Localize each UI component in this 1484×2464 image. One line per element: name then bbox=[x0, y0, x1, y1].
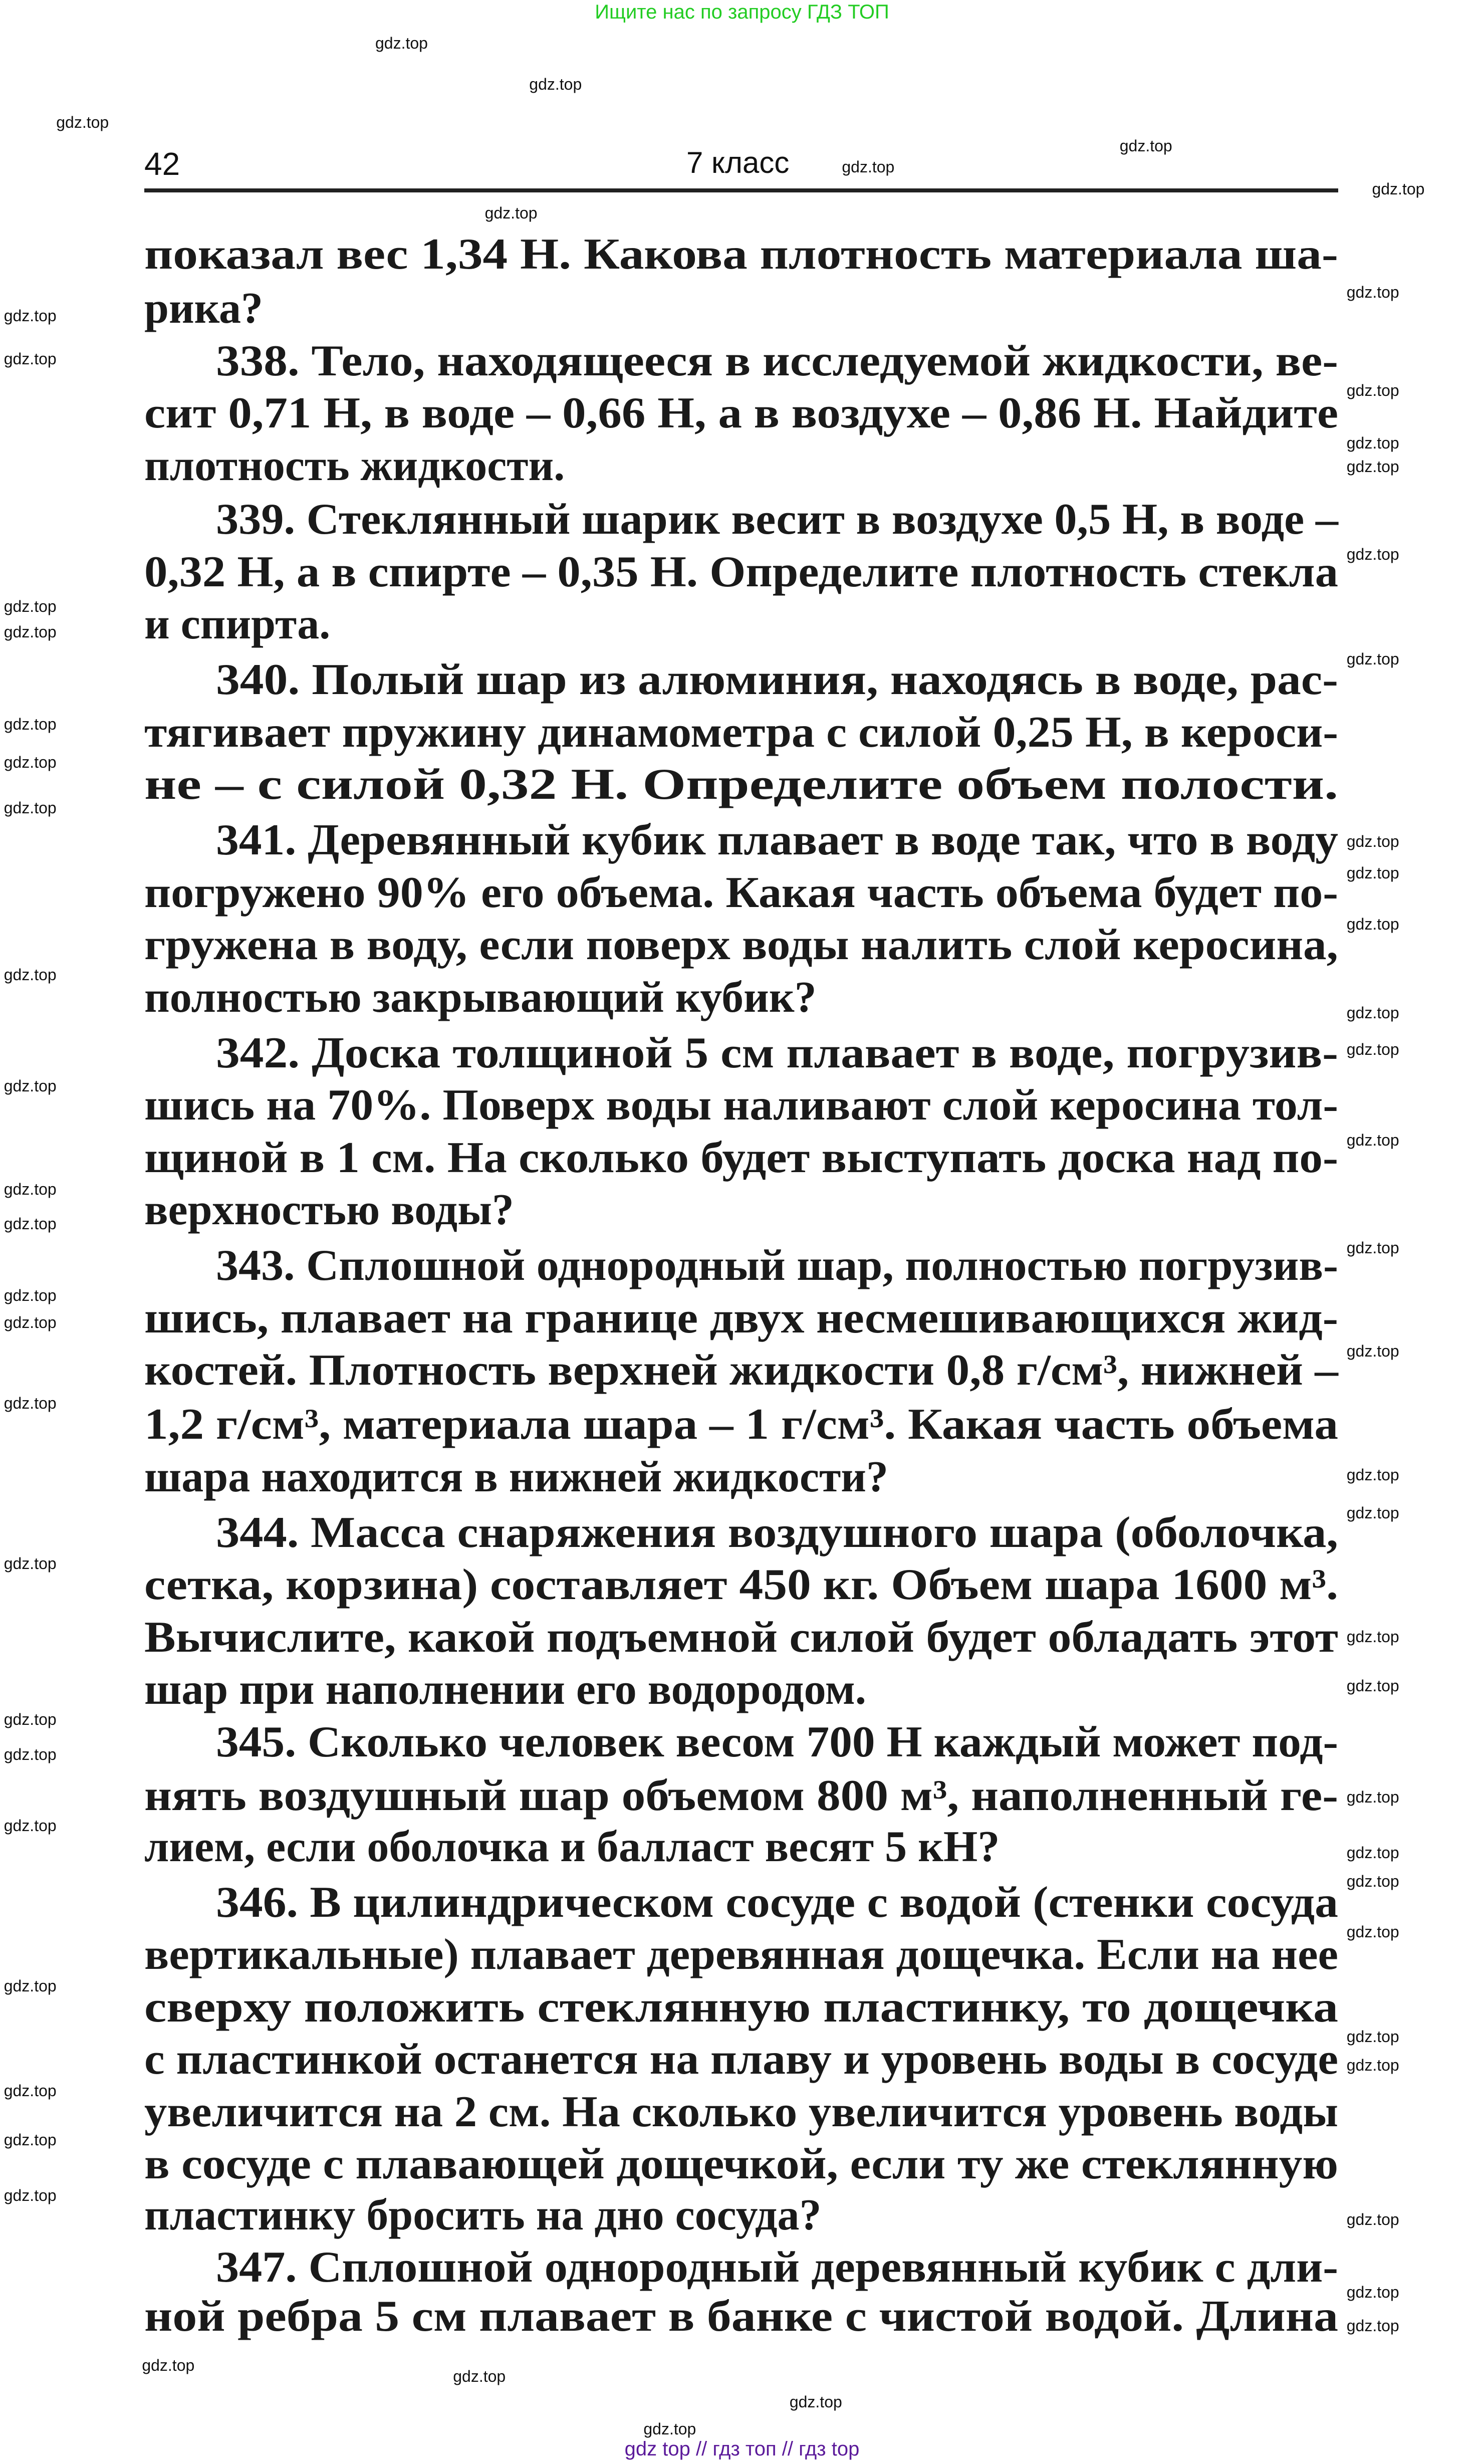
text-line: сит 0,71 Н, в воде – 0,66 Н, а в воздухе – 0,86 Н. Найдите bbox=[144, 389, 1338, 438]
watermark-text: gdz.top bbox=[1346, 832, 1399, 850]
text-line: щиной в 1 см. На сколько будет выступать доска над по- bbox=[144, 1133, 1338, 1182]
problem-start-line: 340. Полый шар из алюминия, находясь в воде, рас- bbox=[216, 655, 1338, 705]
watermark-text: gdz.top bbox=[1346, 2028, 1399, 2046]
watermark-text: gdz.top bbox=[4, 307, 57, 325]
watermark-text: gdz.top bbox=[1346, 1788, 1399, 1807]
watermark-text: gdz.top bbox=[4, 753, 57, 771]
watermark-text: gdz.top bbox=[4, 2131, 57, 2149]
watermark-text: gdz.top bbox=[1346, 283, 1399, 301]
text-line: показал вес 1,34 Н. Какова плотность материала ша- bbox=[144, 230, 1338, 279]
text-line: тягивает пружину динамометра с силой 0,25 Н, в кероси- bbox=[144, 708, 1338, 757]
watermark-text: gdz.top bbox=[4, 2082, 57, 2100]
watermark-text: gdz.top bbox=[4, 597, 57, 616]
watermark-text: gdz.top bbox=[4, 1745, 57, 1763]
watermark-text: gdz.top bbox=[1346, 1872, 1399, 1890]
text-line: шись на 70%. Поверх воды наливают слой керосина тол- bbox=[144, 1081, 1338, 1130]
watermark-text: gdz.top bbox=[1119, 137, 1172, 155]
watermark-text: gdz.top bbox=[142, 2356, 195, 2375]
watermark-text: gdz.top bbox=[4, 1554, 57, 1573]
watermark-text: gdz.top bbox=[1346, 433, 1399, 452]
watermark-text: gdz.top bbox=[1346, 2210, 1399, 2228]
problem-start-line: 342. Доска толщиной 5 см плавает в воде, погрузив- bbox=[216, 1028, 1338, 1077]
text-line: и спирта. bbox=[144, 600, 331, 649]
text-line: нять воздушный шар объемом 800 м³, наполненный ге- bbox=[144, 1771, 1338, 1821]
footer-links[interactable]: gdz top // гдз топ // гдз top bbox=[624, 2438, 860, 2460]
watermark-text: gdz.top bbox=[56, 113, 109, 131]
watermark-text: gdz.top bbox=[4, 1394, 57, 1413]
text-line: 0,32 Н, а в спирте – 0,35 Н. Определите плотность стекла bbox=[144, 547, 1338, 596]
watermark-text: gdz.top bbox=[4, 966, 57, 984]
text-line: шись, плавает на границе двух несмешивающихся жид- bbox=[144, 1293, 1338, 1342]
text-line: вертикальные) плавает деревянная дощечка. Если на нее bbox=[144, 1930, 1338, 1979]
watermark-text: gdz.top bbox=[1346, 1131, 1399, 1149]
watermark-text: gdz.top bbox=[4, 2186, 57, 2205]
watermark-text: gdz.top bbox=[4, 1180, 57, 1198]
watermark-text: gdz.top bbox=[453, 2367, 506, 2386]
text-line: не – с силой 0,32 Н. Определите объем полости. bbox=[144, 760, 1338, 809]
text-line: погружено 90% его объема. Какая часть объема будет по- bbox=[144, 868, 1338, 917]
watermark-text: gdz.top bbox=[1346, 1923, 1399, 1941]
watermark-text: gdz.top bbox=[1346, 545, 1399, 563]
watermark-text: gdz.top bbox=[4, 1313, 57, 1331]
watermark-text: gdz.top bbox=[1346, 1465, 1399, 1484]
watermark-text: gdz.top bbox=[1346, 1504, 1399, 1522]
watermark-text: gdz.top bbox=[1346, 1040, 1399, 1058]
watermark-text: gdz.top bbox=[4, 349, 57, 368]
watermark-text: gdz.top bbox=[842, 157, 895, 176]
watermark-text: gdz.top bbox=[1346, 649, 1399, 668]
problem-start-line: 347. Сплошной однородный деревянный кубик с дли- bbox=[216, 2243, 1338, 2292]
watermark-text: gdz.top bbox=[1372, 179, 1425, 198]
text-line: Вычислите, какой подъемной силой будет обладать этот bbox=[144, 1613, 1338, 1662]
watermark-text: gdz.top bbox=[1346, 1628, 1399, 1646]
watermark-text: gdz.top bbox=[4, 1215, 57, 1233]
watermark-text: gdz.top bbox=[4, 622, 57, 641]
watermark-text: gdz.top bbox=[1346, 381, 1399, 400]
watermark-text: gdz.top bbox=[4, 715, 57, 733]
watermark-text: gdz.top bbox=[4, 1710, 57, 1728]
watermark-text: gdz.top bbox=[789, 2393, 842, 2411]
watermark-text: gdz.top bbox=[4, 1286, 57, 1305]
watermark-text: gdz.top bbox=[1346, 458, 1399, 476]
watermark-text: gdz.top bbox=[643, 2419, 696, 2438]
text-line: увеличится на 2 см. На сколько увеличится уровень воды bbox=[144, 2087, 1338, 2136]
page-number: 42 bbox=[144, 146, 180, 182]
text-line: с пластинкой останется на плаву и уровень воды в сосуде bbox=[144, 2035, 1338, 2084]
watermark-text: gdz.top bbox=[1346, 2283, 1399, 2302]
watermark-text: gdz.top bbox=[4, 1076, 57, 1095]
header-divider bbox=[144, 188, 1338, 192]
text-line: в сосуде с плавающей дощечкой, если ту же стеклянную bbox=[144, 2140, 1339, 2189]
text-line: 1,2 г/см³, материала шара – 1 г/см³. Какая часть объема bbox=[144, 1400, 1338, 1449]
watermark-text: gdz.top bbox=[484, 203, 538, 222]
text-line: верхностью воды? bbox=[144, 1186, 514, 1235]
text-line: полностью закрывающий кубик? bbox=[144, 973, 817, 1022]
watermark-text: gdz.top bbox=[1346, 864, 1399, 882]
watermark-text: gdz.top bbox=[1346, 1677, 1399, 1695]
problem-start-line: 345. Сколько человек весом 700 Н каждый может под- bbox=[216, 1717, 1338, 1766]
watermark-text: gdz.top bbox=[1346, 915, 1399, 933]
problem-start-line: 344. Масса снаряжения воздушного шара (оболочка, bbox=[216, 1508, 1338, 1557]
text-line: шар при наполнении его водородом. bbox=[144, 1665, 866, 1714]
watermark-text: gdz.top bbox=[375, 34, 428, 52]
text-line: пластинку бросить на дно сосуда? bbox=[144, 2190, 822, 2239]
watermark-text: gdz.top bbox=[4, 799, 57, 817]
problem-start-line: 341. Деревянный кубик плавает в воде так, что в воду bbox=[216, 816, 1338, 865]
watermark-text: gdz.top bbox=[4, 1977, 57, 1995]
watermark-text: gdz.top bbox=[1346, 1341, 1399, 1360]
text-line: рика? bbox=[144, 284, 264, 333]
watermark-text: gdz.top bbox=[1346, 2316, 1399, 2335]
text-line: ной ребра 5 см плавает в банке с чистой водой. Длина bbox=[144, 2292, 1338, 2341]
text-line: сверху положить стеклянную пластинку, то дощечка bbox=[144, 1982, 1338, 2032]
watermark-text: gdz.top bbox=[1346, 1238, 1399, 1257]
watermark-text: gdz.top bbox=[1346, 1004, 1399, 1022]
problem-start-line: 343. Сплошной однородный шар, полностью погрузив- bbox=[216, 1241, 1338, 1290]
text-line: плотность жидкости. bbox=[144, 441, 565, 490]
watermark-text: gdz.top bbox=[529, 75, 582, 93]
problem-start-line: 338. Тело, находящееся в исследуемой жидкости, ве- bbox=[216, 336, 1338, 385]
text-line: лием, если оболочка и балласт весят 5 кН? bbox=[144, 1822, 1000, 1871]
running-title: 7 класс bbox=[686, 146, 790, 179]
watermark-text: gdz.top bbox=[1346, 2056, 1399, 2075]
watermark-text: gdz.top bbox=[4, 1817, 57, 1835]
text-line: шара находится в нижней жидкости? bbox=[144, 1452, 888, 1501]
text-line: костей. Плотность верхней жидкости 0,8 г/см³, нижней – bbox=[144, 1346, 1338, 1395]
text-line: гружена в воду, если поверх воды налить слой керосина, bbox=[144, 921, 1338, 970]
watermark-text: gdz.top bbox=[1346, 1843, 1399, 1862]
top-banner-link[interactable]: Ищите нас по запросу ГДЗ ТОП bbox=[595, 1, 889, 23]
problem-start-line: 346. В цилиндрическом сосуде с водой (стенки сосуда bbox=[216, 1878, 1338, 1927]
text-line: сетка, корзина) составляет 450 кг. Объем шара 1600 м³. bbox=[144, 1560, 1338, 1610]
problem-start-line: 339. Стеклянный шарик весит в воздухе 0,5 Н, в воде – bbox=[216, 495, 1338, 544]
